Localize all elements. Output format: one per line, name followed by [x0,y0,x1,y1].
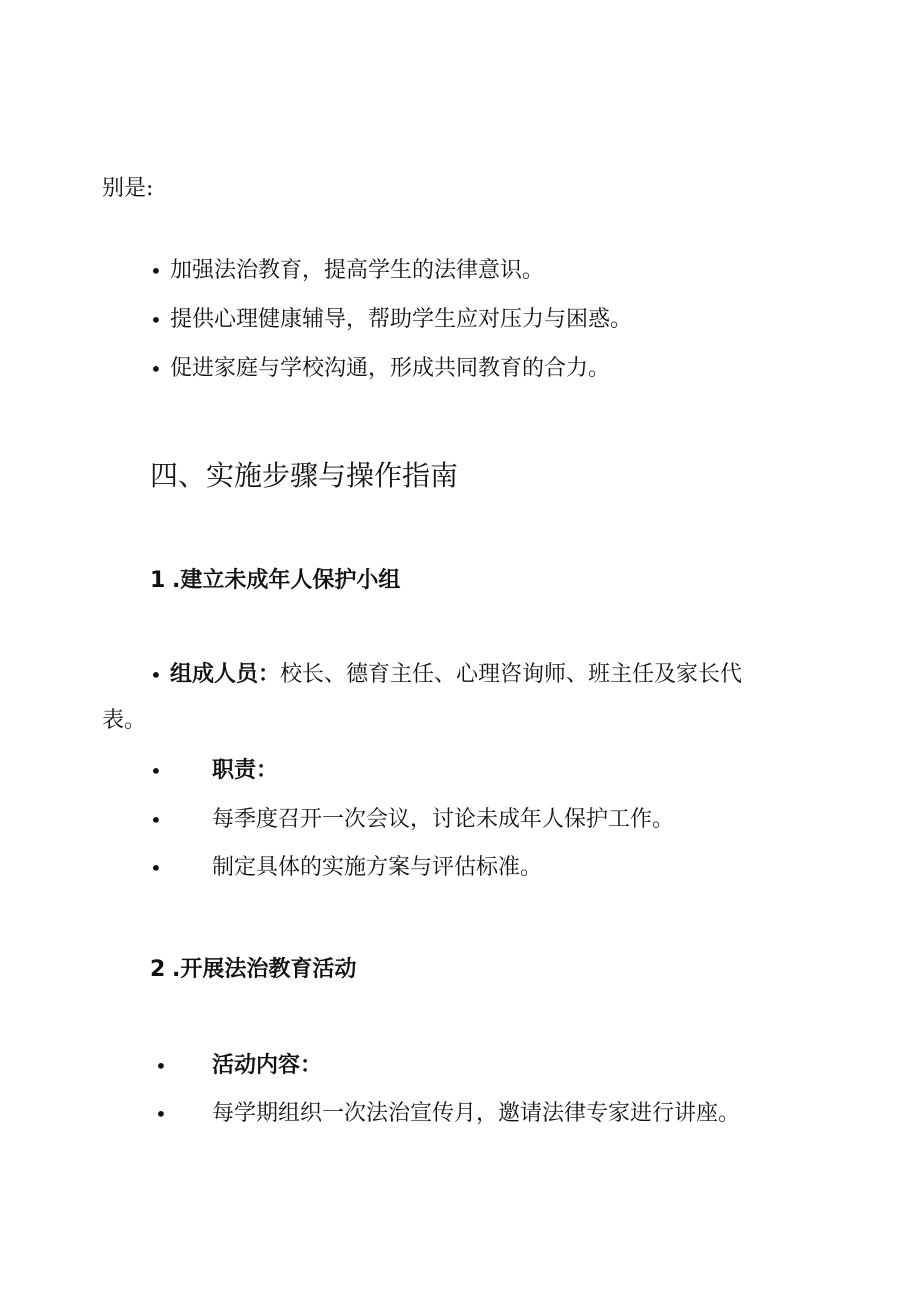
bullet-icon: • [150,357,162,381]
bullet-icon: • [150,308,162,332]
goal-item: 加强法治教育，提高学生的法律意识。 [170,258,545,283]
step2-number: 2 [150,957,166,982]
bullet-icon: • [150,259,162,283]
bullet-icon: • [150,856,162,880]
goal-item: 提供心理健康辅导，帮助学生应对压力与困惑。 [170,307,633,332]
intro-tail: 别是: [102,176,154,201]
content-item: 每学期组织一次法治宣传月，邀请法律专家进行讲座。 [212,1101,741,1126]
members-line [170,660,742,690]
step2-title: .开展法治教育活动 [172,957,357,982]
duties-label: 职责： [212,758,279,783]
goal-item: 促进家庭与学校沟通，形成共同教育的合力。 [170,356,611,381]
bullet-icon: • [150,663,162,687]
step1-number: 1 [150,568,166,593]
content-label: 活动内容： [212,1053,323,1078]
bullet-icon: • [150,808,162,832]
section-title: 四、实施步骤与操作指南 [150,459,459,492]
bullet-icon: • [155,1102,167,1126]
members-text-continued: 表。 [102,708,147,733]
members-text: 校长、德育主任、心理咨询师、班主任及家长代 [280,662,743,687]
duty-item: 每季度召开一次会议，讨论未成年人保护工作。 [212,807,675,832]
members-label: 组成人员： [170,662,281,687]
bullet-icon: • [150,759,162,783]
bullet-icon: • [155,1054,167,1078]
duty-item: 制定具体的实施方案与评估标准。 [212,855,543,880]
step1-title: .建立未成年人保护小组 [172,568,401,593]
